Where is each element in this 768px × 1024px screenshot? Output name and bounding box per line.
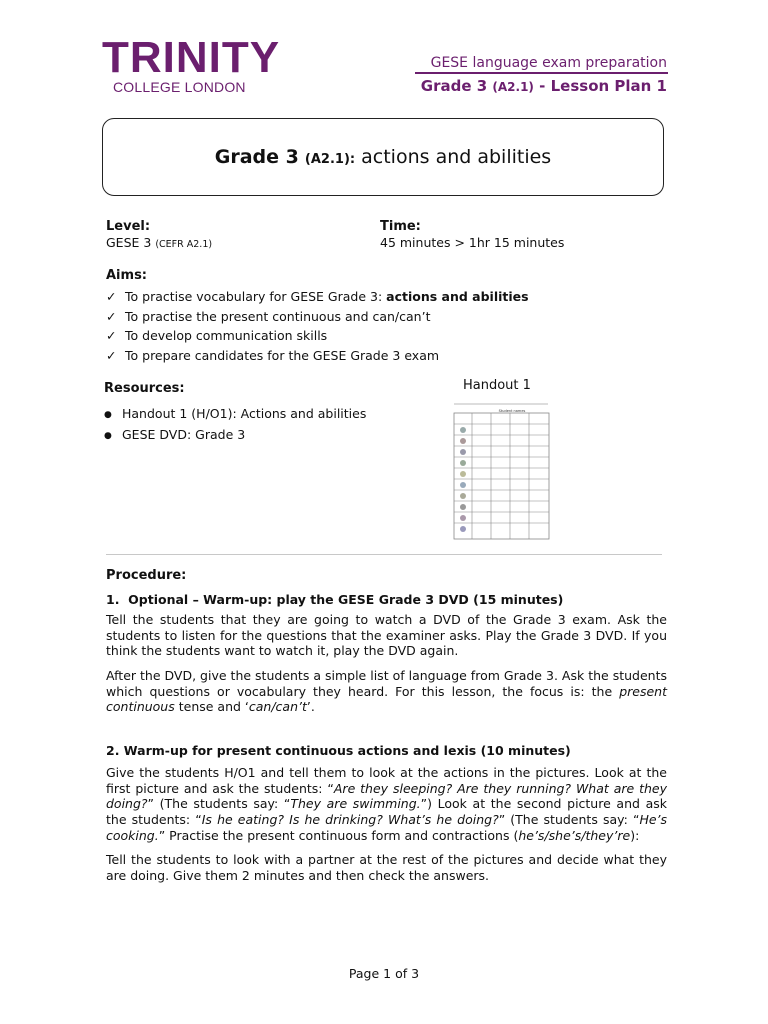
step2-paragraph1 xyxy=(106,765,667,844)
resource-text: GESE DVD: Grade 3 xyxy=(122,427,246,442)
text-run: ” (The students say: “ xyxy=(498,812,640,828)
check-icon: ✓ xyxy=(106,308,117,324)
step1-paragraph1: Tell the students that they are going to watch a DVD of the Grade 3 exam. Ask the students to listen for the questions that the examiner asks. Play the Grade 3 DVD. If you think the students want to watch it, play the DVD again. xyxy=(106,612,667,659)
text-run: tense and ‘ xyxy=(174,699,249,715)
resource-item xyxy=(104,404,366,425)
resource-item xyxy=(104,425,366,446)
aim-item xyxy=(106,307,666,327)
check-icon: ✓ xyxy=(106,328,117,344)
text-run: ): xyxy=(630,827,640,843)
aim-text: To prepare candidates for the GESE Grade 3 exam xyxy=(125,348,440,364)
trinity-logo: TRINITY xyxy=(102,33,281,82)
check-icon: ✓ xyxy=(106,348,117,364)
title-topic: actions and abilities xyxy=(361,146,552,168)
title-box xyxy=(102,118,664,196)
level-value xyxy=(106,235,212,253)
time-label: Time: xyxy=(380,219,421,234)
text-run: After the DVD, give the students a simple list of language from Grade 3. Ask the students which questions or vocabulary they heard. For this lesson, the focus is: the xyxy=(106,668,667,699)
title-grade: Grade 3 xyxy=(214,146,299,168)
page-number: Page 1 of 3 xyxy=(348,966,420,981)
trinity-logo-subtitle: COLLEGE LONDON xyxy=(113,79,246,95)
aim-item xyxy=(106,287,666,307)
text-run-italic: he’s/she’s/they’re xyxy=(518,827,631,843)
step1-heading xyxy=(106,592,563,608)
step1-heading-text: Optional – Warm-up: play the GESE Grade 3 DVD (15 minutes) xyxy=(128,592,564,607)
bullet-icon: ● xyxy=(104,410,112,420)
bullet-icon: ● xyxy=(104,431,112,441)
aim-text-bold: actions and abilities xyxy=(386,289,529,304)
title-level: (A2.1): xyxy=(304,152,356,167)
thumb-heading: Student names xyxy=(498,409,526,413)
aim-text: To practise vocabulary for GESE Grade 3: xyxy=(125,289,387,304)
page-title xyxy=(215,146,551,168)
step2-paragraph2: Tell the students to look with a partner at the rest of the pictures and decide what they are doing. Give them 2 minutes and then check the answers. xyxy=(106,852,667,883)
check-icon: ✓ xyxy=(106,289,117,304)
text-run-italic: Are they sleeping? Are they running? What are they doing? xyxy=(106,780,667,812)
text-run: ’. xyxy=(306,699,315,715)
step2-heading: 2. Warm-up for present continuous actions and lexis (10 minutes) xyxy=(106,743,571,758)
text-run-italic: He’s cooking. xyxy=(106,812,668,843)
header-rule xyxy=(415,72,668,74)
header-exam-prep: GESE language exam preparation xyxy=(430,55,667,71)
aim-text: To develop communication skills xyxy=(125,328,328,344)
aims-label: Aims: xyxy=(106,268,147,283)
handout-thumbnail xyxy=(452,398,551,540)
level-cefr: (CEFR A2.1) xyxy=(155,239,213,250)
level-gese: GESE 3 xyxy=(106,235,152,250)
section-divider xyxy=(106,554,662,555)
step1-paragraph2 xyxy=(106,668,667,715)
header-lesson-plan xyxy=(421,77,667,96)
aims-list xyxy=(106,287,666,366)
aim-item xyxy=(106,326,666,346)
text-run-italic: present continuous xyxy=(106,683,667,715)
handout-title: Handout 1 xyxy=(463,378,531,393)
text-run: ” (The students say: “ xyxy=(147,796,291,812)
resources-list xyxy=(104,404,366,446)
header-plan-level: (A2.1) xyxy=(492,80,534,94)
time-value: 45 minutes > 1hr 15 minutes xyxy=(380,235,565,250)
header-plan-rest: - Lesson Plan 1 xyxy=(539,77,667,95)
procedure-label: Procedure: xyxy=(106,568,187,583)
text-run-italic: can/can’t xyxy=(248,699,307,715)
aim-text: To practise the present continuous and can/can’t xyxy=(125,308,431,324)
resources-label: Resources: xyxy=(104,381,185,396)
text-run: ”) Look at the second picture and ask the students: “ xyxy=(106,796,667,828)
resource-text: Handout 1 (H/O1): Actions and abilities xyxy=(122,406,367,421)
header-plan-grade: Grade 3 xyxy=(420,77,488,95)
step1-number: 1. xyxy=(106,592,120,607)
text-run: ” Practise the present continuous form and contractions ( xyxy=(158,827,519,843)
text-run-italic: Is he eating? Is he drinking? What’s he doing? xyxy=(201,812,499,828)
text-run-italic: They are swimming. xyxy=(290,796,421,812)
level-label: Level: xyxy=(106,219,151,234)
text-run: Give the students H/O1 and tell them to look at the actions in the pictures. Look at the first picture and ask the students: “ xyxy=(106,765,667,796)
aim-item xyxy=(106,346,666,366)
